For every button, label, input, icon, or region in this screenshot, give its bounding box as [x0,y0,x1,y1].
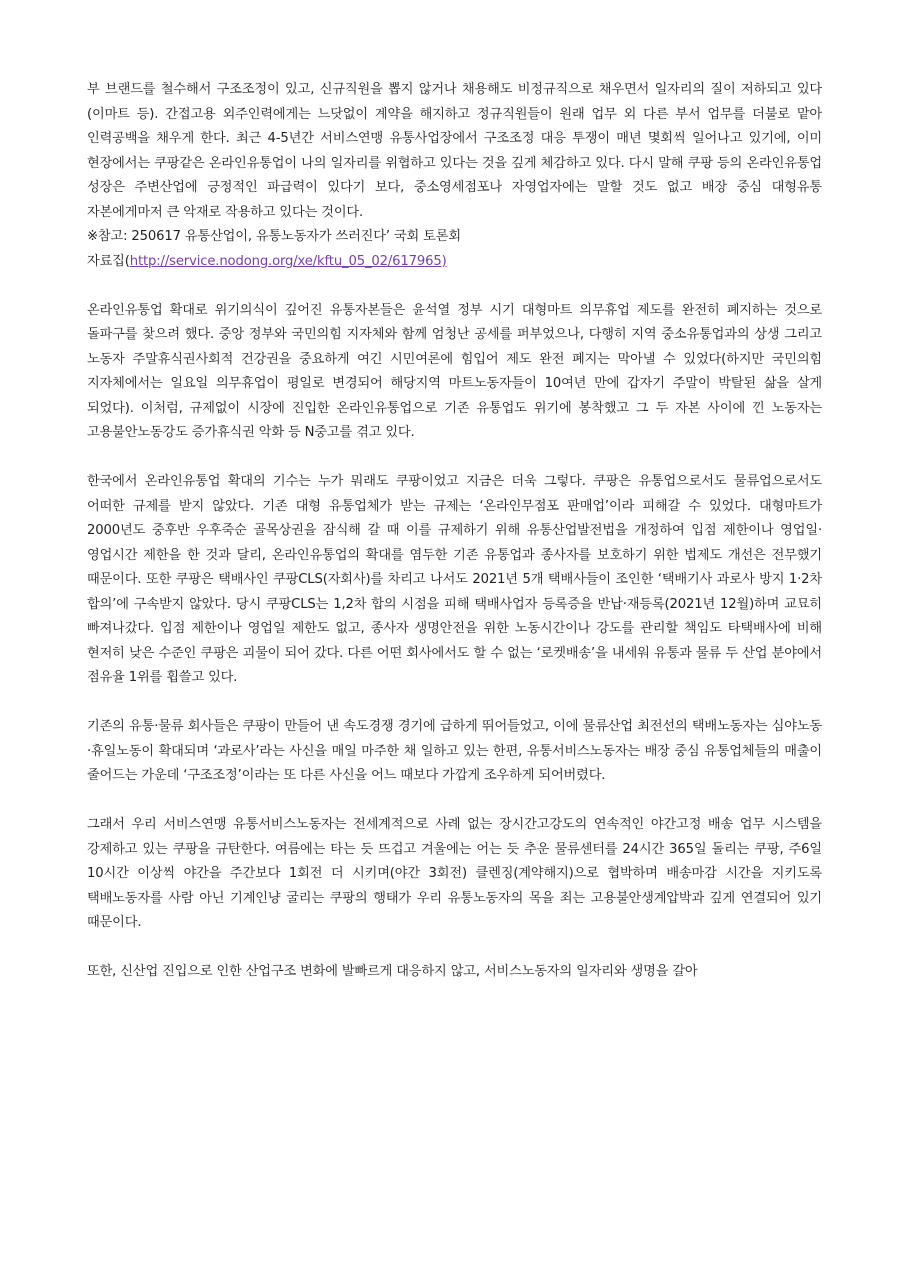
paragraph-gap [87,691,822,716]
paragraph-mandatory-closure: 온라인유통업 확대로 위기의식이 깊어진 유통자본들은 윤석열 정부 시기 대형마트 의무휴업 제도를 완전히 폐지하는 것으로 돌파구를 찾으려 했다. 중앙 정부와 국민의힘 지자체와 함께 엄청난 공세를 퍼부었으나, 다행히 지역 중소유통업과의 상생 그리고 노동자 주말휴식권사회적 건강권을 중요하게 여긴 시민여론에 힘입어 제도 완전 폐지는 막아낼 수 있었다(하지만 국민의힘 지자체에서는 일요일 의무휴업이 평일로 변경되어 해당지역 마트노동자들이 10여년 만에 갑자기 주말이 박탈된 삶을 살게 되었다). 이처럼, 규제없이 시장에 진입한 온라인유통업으로 기존 유통업도 위기에 봉착했고 그 두 자본 사이에 낀 노동자는 고용불안노동강도 증가휴식권 악화 등 N중고를 겪고 있다. [87,302,822,440]
paragraph-gap [87,936,822,961]
paragraph-restructuring: 부 브랜드를 철수해서 구조조정이 있고, 신규직원을 뽑지 않거나 채용해도 비정규직으로 채우면서 일자리의 질이 저하되고 있다(이마트 등). 간접고용 외주인력에게는 느닷없이 계약을 해지하고 정규직원들이 원래 업무 외 다른 부서 업무를 더불로 맡아 인력공백을 채우게 한다. 최근 4-5년간 서비스연맹 유통사업장에서 구조조정 대응 투쟁이 매년 몇회씩 일어나고 있기에, 이미 현장에서는 쿠팡같은 온라인유통업이 나의 일자리를 위협하고 있다는 것을 깊게 체감하고 있다. 다시 말해 쿠팡 등의 온라인유통업 성장은 주변산업에 긍정적인 파급력이 있다기 보다, 중소영세점포나 자영업자에는 말할 것도 없고 배장 중심 대형유통 자본에게마저 큰 악재로 작용하고 있다는 것이다. [87,82,822,220]
paragraph-speed-competition: 기존의 유통·물류 회사들은 쿠팡이 만들어 낸 속도경쟁 경기에 급하게 뛰어들었고, 이에 물류산업 최전선의 택배노동자는 심야노동·휴일노동이 확대되며 ‘과로사’라는 사신을 매일 마주한 채 일하고 있는 한편, 유통서비스노동자는 배장 중심 유통업체들의 매출이 줄어드는 가운데 ‘구조조정’이라는 또 다른 사신을 어느 때보다 가깝게 조우하게 되어버렸다. [87,719,822,783]
paragraph-coupang-regulation: 한국에서 온라인유통업 확대의 기수는 누가 뭐래도 쿠팡이었고 지금은 더욱 그렇다. 쿠팡은 유통업으로서도 물류업으로서도 어떠한 규제를 받지 않았다. 기존 대형 유통업체가 받는 규제는 ‘온라인무점포 판매업’이라 피해갈 수 있었다. 대형마트가 2000년도 중후반 우후죽순 골목상권을 잠식해 갈 때 이를 규제하기 위해 유통산업발전법을 개정하여 입점 제한이나 영업일·영업시간 제한을 한 것과 달리, 온라인유통업의 확대를 염두한 기존 유통업과 종사자를 보호하기 위한 법제도 개선은 전무했기 때문이다. 또한 쿠팡은 택배사인 쿠팡CLS(자회사)를 차리고 나서도 2021년 5개 택배사들이 조인한 ‘택배기사 과로사 방지 1·2차 합의’에 구속받지 않았다. 당시 쿠팡CLS는 1,2차 합의 시점을 피해 택배사업자 등록증을 반납·재등록(2021년 12월)하며 교묘히 빠져나갔다. 입점 제한이나 영업일 제한도 없고, 종사자 생명안전을 위한 노동시간이나 강도를 관리할 책임도 타택배사에 비해 현저히 낮은 수준인 쿠팡은 괴물이 되어 갔다. 다른 어떤 회사에서도 할 수 없는 ‘로켓배송’을 내세워 유통과 물류 두 산업 분야에서 점유율 1위를 휩쓸고 있다. [87,474,822,685]
paragraph-gap [87,274,822,299]
paragraph-condemnation: 그래서 우리 서비스연맹 유통서비스노동자는 전세계적으로 사례 없는 장시간고강도의 연속적인 야간고정 배송 업무 시스템을 강제하고 있는 쿠팡을 규탄한다. 여름에는 타는 듯 뜨겁고 겨울에는 어는 듯 추운 물류센터를 24시간 365일 돌리는 쿠팡, 주6일 10시간 이상씩 야간을 주간보다 1회전 더 시키며(야간 3회전) 클렌징(계약해지)으로 협박하며 배송마감 시간을 지키도록 택배노동자를 사람 아닌 기계인냥 굴리는 쿠팡의 행태가 우리 유통노동자의 목을 죄는 고용불안생계압박과 깊게 연결되어 있기 때문이다. [87,817,822,930]
reference-link[interactable]: http://service.nodong.org/xe/kftu_05_02/617965) [129,253,447,269]
paragraph-gap [87,446,822,471]
reference-source [87,250,822,275]
reference-prefix: 자료집( [87,253,130,269]
document-page [87,78,822,985]
reference-note: ※참고: 250617 유통산업이, 유통노동자가 쓰러진다’ 국회 토론회 [87,229,461,244]
paragraph-closing: 또한, 신산업 진입으로 인한 산업구조 변화에 발빠르게 대응하지 않고, 서비스노동자의 일자리와 생명을 갈아 [87,964,698,979]
paragraph-gap [87,789,822,814]
